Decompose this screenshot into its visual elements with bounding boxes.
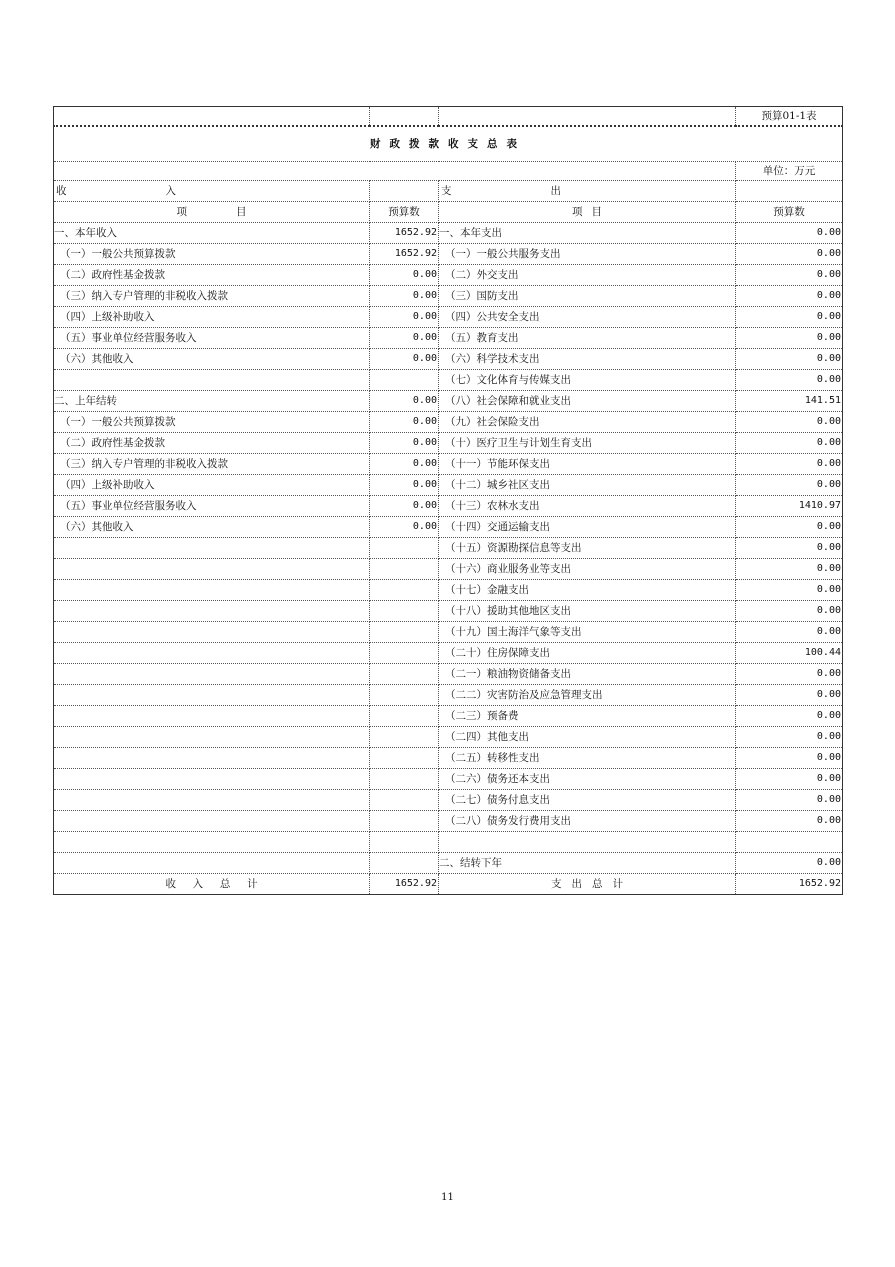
table-row bbox=[54, 811, 843, 832]
income-item bbox=[54, 748, 370, 769]
unit-row bbox=[54, 162, 843, 181]
income-item bbox=[54, 811, 370, 832]
table-row bbox=[54, 832, 843, 853]
table-row bbox=[54, 328, 843, 349]
unit-label: 单位：万元 bbox=[736, 162, 843, 181]
table-row bbox=[54, 706, 843, 727]
form-number-row bbox=[54, 107, 843, 127]
expense-item: （一）一般公共服务支出 bbox=[439, 244, 736, 265]
expense-item: （二七）债务付息支出 bbox=[439, 790, 736, 811]
expense-budget-value: 0.00 bbox=[736, 748, 843, 769]
income-budget-value bbox=[370, 769, 439, 790]
data-rows bbox=[54, 223, 843, 874]
table-row bbox=[54, 265, 843, 286]
income-item bbox=[54, 790, 370, 811]
expense-item-header: 项 目 bbox=[572, 206, 602, 218]
expense-item: （十八）援助其他地区支出 bbox=[439, 601, 736, 622]
expense-item: （十六）商业服务业等支出 bbox=[439, 559, 736, 580]
table-row bbox=[54, 580, 843, 601]
income-budget-value: 0.00 bbox=[370, 433, 439, 454]
income-item: （五）事业单位经营服务收入 bbox=[54, 328, 370, 349]
income-budget-value: 0.00 bbox=[370, 454, 439, 475]
expense-item: （七）文化体育与传媒支出 bbox=[439, 370, 736, 391]
income-item: 二、上年结转 bbox=[54, 391, 370, 412]
table-row bbox=[54, 433, 843, 454]
expense-budget-value: 0.00 bbox=[736, 664, 843, 685]
table-row bbox=[54, 307, 843, 328]
table-row bbox=[54, 517, 843, 538]
expense-item: （九）社会保险支出 bbox=[439, 412, 736, 433]
income-budget-value: 0.00 bbox=[370, 412, 439, 433]
expense-budget-value: 0.00 bbox=[736, 706, 843, 727]
income-budget-value bbox=[370, 811, 439, 832]
expense-item: （六）科学技术支出 bbox=[439, 349, 736, 370]
income-section-label bbox=[54, 181, 370, 202]
expense-item: （三）国防支出 bbox=[439, 286, 736, 307]
expense-budget-value: 0.00 bbox=[736, 328, 843, 349]
income-item bbox=[54, 559, 370, 580]
income-budget-value bbox=[370, 643, 439, 664]
expense-section-label bbox=[439, 181, 736, 202]
expense-item: （二十）住房保障支出 bbox=[439, 643, 736, 664]
income-budget-value bbox=[370, 622, 439, 643]
table-row bbox=[54, 559, 843, 580]
table-row bbox=[54, 601, 843, 622]
expense-budget-value: 0.00 bbox=[736, 601, 843, 622]
expense-item: （二六）债务还本支出 bbox=[439, 769, 736, 790]
expense-budget-value: 0.00 bbox=[736, 622, 843, 643]
title-row bbox=[54, 126, 843, 162]
expense-budget-value: 0.00 bbox=[736, 307, 843, 328]
income-budget-value bbox=[370, 727, 439, 748]
table-row bbox=[54, 643, 843, 664]
table-row bbox=[54, 349, 843, 370]
income-item: （六）其他收入 bbox=[54, 349, 370, 370]
income-budget-value bbox=[370, 790, 439, 811]
income-item bbox=[54, 727, 370, 748]
expense-budget-value: 0.00 bbox=[736, 685, 843, 706]
expense-item: （二）外交支出 bbox=[439, 265, 736, 286]
expense-budget-value: 0.00 bbox=[736, 286, 843, 307]
table-row bbox=[54, 622, 843, 643]
income-budget-value: 1652.92 bbox=[370, 244, 439, 265]
income-total-value: 1652.92 bbox=[370, 874, 439, 895]
table-row bbox=[54, 370, 843, 391]
expense-budget-value: 0.00 bbox=[736, 580, 843, 601]
expense-item: （十一）节能环保支出 bbox=[439, 454, 736, 475]
table-row bbox=[54, 538, 843, 559]
income-budget-value bbox=[370, 706, 439, 727]
table-row bbox=[54, 244, 843, 265]
table-row bbox=[54, 748, 843, 769]
expense-total-label: 支 出 总 计 bbox=[551, 878, 623, 890]
expense-budget-value: 0.00 bbox=[736, 853, 843, 874]
income-item bbox=[54, 706, 370, 727]
income-item: 一、本年收入 bbox=[54, 223, 370, 244]
table-row bbox=[54, 475, 843, 496]
expense-budget-value: 0.00 bbox=[736, 265, 843, 286]
income-item bbox=[54, 580, 370, 601]
income-item bbox=[54, 832, 370, 853]
income-budget-value: 0.00 bbox=[370, 391, 439, 412]
column-header-row bbox=[54, 202, 843, 223]
expense-budget-value: 0.00 bbox=[736, 454, 843, 475]
expense-budget-value: 0.00 bbox=[736, 223, 843, 244]
income-item bbox=[54, 538, 370, 559]
expense-budget-value: 1410.97 bbox=[736, 496, 843, 517]
income-item: （三）纳入专户管理的非税收入拨款 bbox=[54, 286, 370, 307]
income-budget-value bbox=[370, 832, 439, 853]
income-item: （二）政府性基金拨款 bbox=[54, 433, 370, 454]
table-row bbox=[54, 391, 843, 412]
income-item bbox=[54, 370, 370, 391]
income-total-label: 收 入 总 计 bbox=[165, 878, 258, 890]
expense-item bbox=[439, 832, 736, 853]
expense-item: （十四）交通运输支出 bbox=[439, 517, 736, 538]
income-budget-value: 0.00 bbox=[370, 475, 439, 496]
income-item: （一）一般公共预算拨款 bbox=[54, 412, 370, 433]
table-row bbox=[54, 727, 843, 748]
expense-item: （二三）预备费 bbox=[439, 706, 736, 727]
income-budget-value: 0.00 bbox=[370, 286, 439, 307]
income-budget-value bbox=[370, 685, 439, 706]
expense-budget-value: 0.00 bbox=[736, 517, 843, 538]
income-item: （三）纳入专户管理的非税收入拨款 bbox=[54, 454, 370, 475]
expense-budget-value: 0.00 bbox=[736, 811, 843, 832]
income-item: （四）上级补助收入 bbox=[54, 307, 370, 328]
income-item: （五）事业单位经营服务收入 bbox=[54, 496, 370, 517]
income-budget-value bbox=[370, 853, 439, 874]
expense-budget-value: 0.00 bbox=[736, 769, 843, 790]
income-budget-value: 0.00 bbox=[370, 265, 439, 286]
income-budget-value: 0.00 bbox=[370, 349, 439, 370]
income-item bbox=[54, 685, 370, 706]
expense-budget-value: 0.00 bbox=[736, 790, 843, 811]
table-row bbox=[54, 769, 843, 790]
income-budget-value: 1652.92 bbox=[370, 223, 439, 244]
expense-budget-value: 0.00 bbox=[736, 244, 843, 265]
income-item: （六）其他收入 bbox=[54, 517, 370, 538]
table-row bbox=[54, 496, 843, 517]
expense-section-text: 支 出 bbox=[441, 185, 561, 197]
income-item bbox=[54, 853, 370, 874]
expense-budget-value: 0.00 bbox=[736, 559, 843, 580]
income-item bbox=[54, 643, 370, 664]
table-row bbox=[54, 412, 843, 433]
income-item bbox=[54, 601, 370, 622]
expense-budget-value: 0.00 bbox=[736, 433, 843, 454]
income-budget-value bbox=[370, 538, 439, 559]
expense-total-value: 1652.92 bbox=[736, 874, 843, 895]
section-header-row bbox=[54, 181, 843, 202]
expense-budget-value bbox=[736, 832, 843, 853]
table-row bbox=[54, 685, 843, 706]
expense-budget-value: 0.00 bbox=[736, 538, 843, 559]
expense-item: （二二）灾害防治及应急管理支出 bbox=[439, 685, 736, 706]
table-row bbox=[54, 853, 843, 874]
income-budget-value bbox=[370, 580, 439, 601]
income-budget-value bbox=[370, 559, 439, 580]
expense-item: （二四）其他支出 bbox=[439, 727, 736, 748]
income-budget-value bbox=[370, 748, 439, 769]
expense-budget-header: 预算数 bbox=[736, 202, 843, 223]
expense-budget-value: 0.00 bbox=[736, 412, 843, 433]
expense-item: （十九）国土海洋气象等支出 bbox=[439, 622, 736, 643]
income-item: （二）政府性基金拨款 bbox=[54, 265, 370, 286]
fiscal-appropriation-summary-table bbox=[53, 106, 843, 895]
income-budget-value: 0.00 bbox=[370, 496, 439, 517]
expense-item: （五）教育支出 bbox=[439, 328, 736, 349]
income-budget-value: 0.00 bbox=[370, 328, 439, 349]
income-item bbox=[54, 622, 370, 643]
income-budget-value: 0.00 bbox=[370, 307, 439, 328]
table-row bbox=[54, 454, 843, 475]
income-item: （四）上级补助收入 bbox=[54, 475, 370, 496]
expense-item: （十二）城乡社区支出 bbox=[439, 475, 736, 496]
income-item: （一）一般公共预算拨款 bbox=[54, 244, 370, 265]
expense-item: （十三）农林水支出 bbox=[439, 496, 736, 517]
income-budget-value bbox=[370, 664, 439, 685]
expense-budget-value: 0.00 bbox=[736, 349, 843, 370]
income-item-header: 项 目 bbox=[176, 206, 247, 218]
income-item bbox=[54, 664, 370, 685]
expense-budget-value: 0.00 bbox=[736, 475, 843, 496]
income-budget-value: 0.00 bbox=[370, 517, 439, 538]
table-row bbox=[54, 790, 843, 811]
expense-budget-value: 141.51 bbox=[736, 391, 843, 412]
expense-item: 二、结转下年 bbox=[439, 853, 736, 874]
expense-item: （八）社会保障和就业支出 bbox=[439, 391, 736, 412]
income-budget-header: 预算数 bbox=[370, 202, 439, 223]
income-section-text: 收 入 bbox=[56, 185, 176, 197]
table-row bbox=[54, 223, 843, 244]
expense-item: （十）医疗卫生与计划生育支出 bbox=[439, 433, 736, 454]
income-item bbox=[54, 769, 370, 790]
form-number: 预算01-1表 bbox=[736, 107, 843, 127]
income-budget-value bbox=[370, 601, 439, 622]
expense-budget-value: 100.44 bbox=[736, 643, 843, 664]
expense-budget-value: 0.00 bbox=[736, 727, 843, 748]
expense-item: （十五）资源勘探信息等支出 bbox=[439, 538, 736, 559]
totals-row bbox=[54, 874, 843, 895]
expense-item: （二五）转移性支出 bbox=[439, 748, 736, 769]
expense-item: （十七）金融支出 bbox=[439, 580, 736, 601]
expense-budget-value: 0.00 bbox=[736, 370, 843, 391]
expense-item: （四）公共安全支出 bbox=[439, 307, 736, 328]
income-budget-value bbox=[370, 370, 439, 391]
table-title: 财政拨款收支总表 bbox=[54, 126, 843, 162]
expense-item: （二一）粮油物资储备支出 bbox=[439, 664, 736, 685]
table-row bbox=[54, 286, 843, 307]
page-number: 11 bbox=[441, 1192, 454, 1203]
expense-item: （二八）债务发行费用支出 bbox=[439, 811, 736, 832]
expense-item: 一、本年支出 bbox=[439, 223, 736, 244]
table-row bbox=[54, 664, 843, 685]
